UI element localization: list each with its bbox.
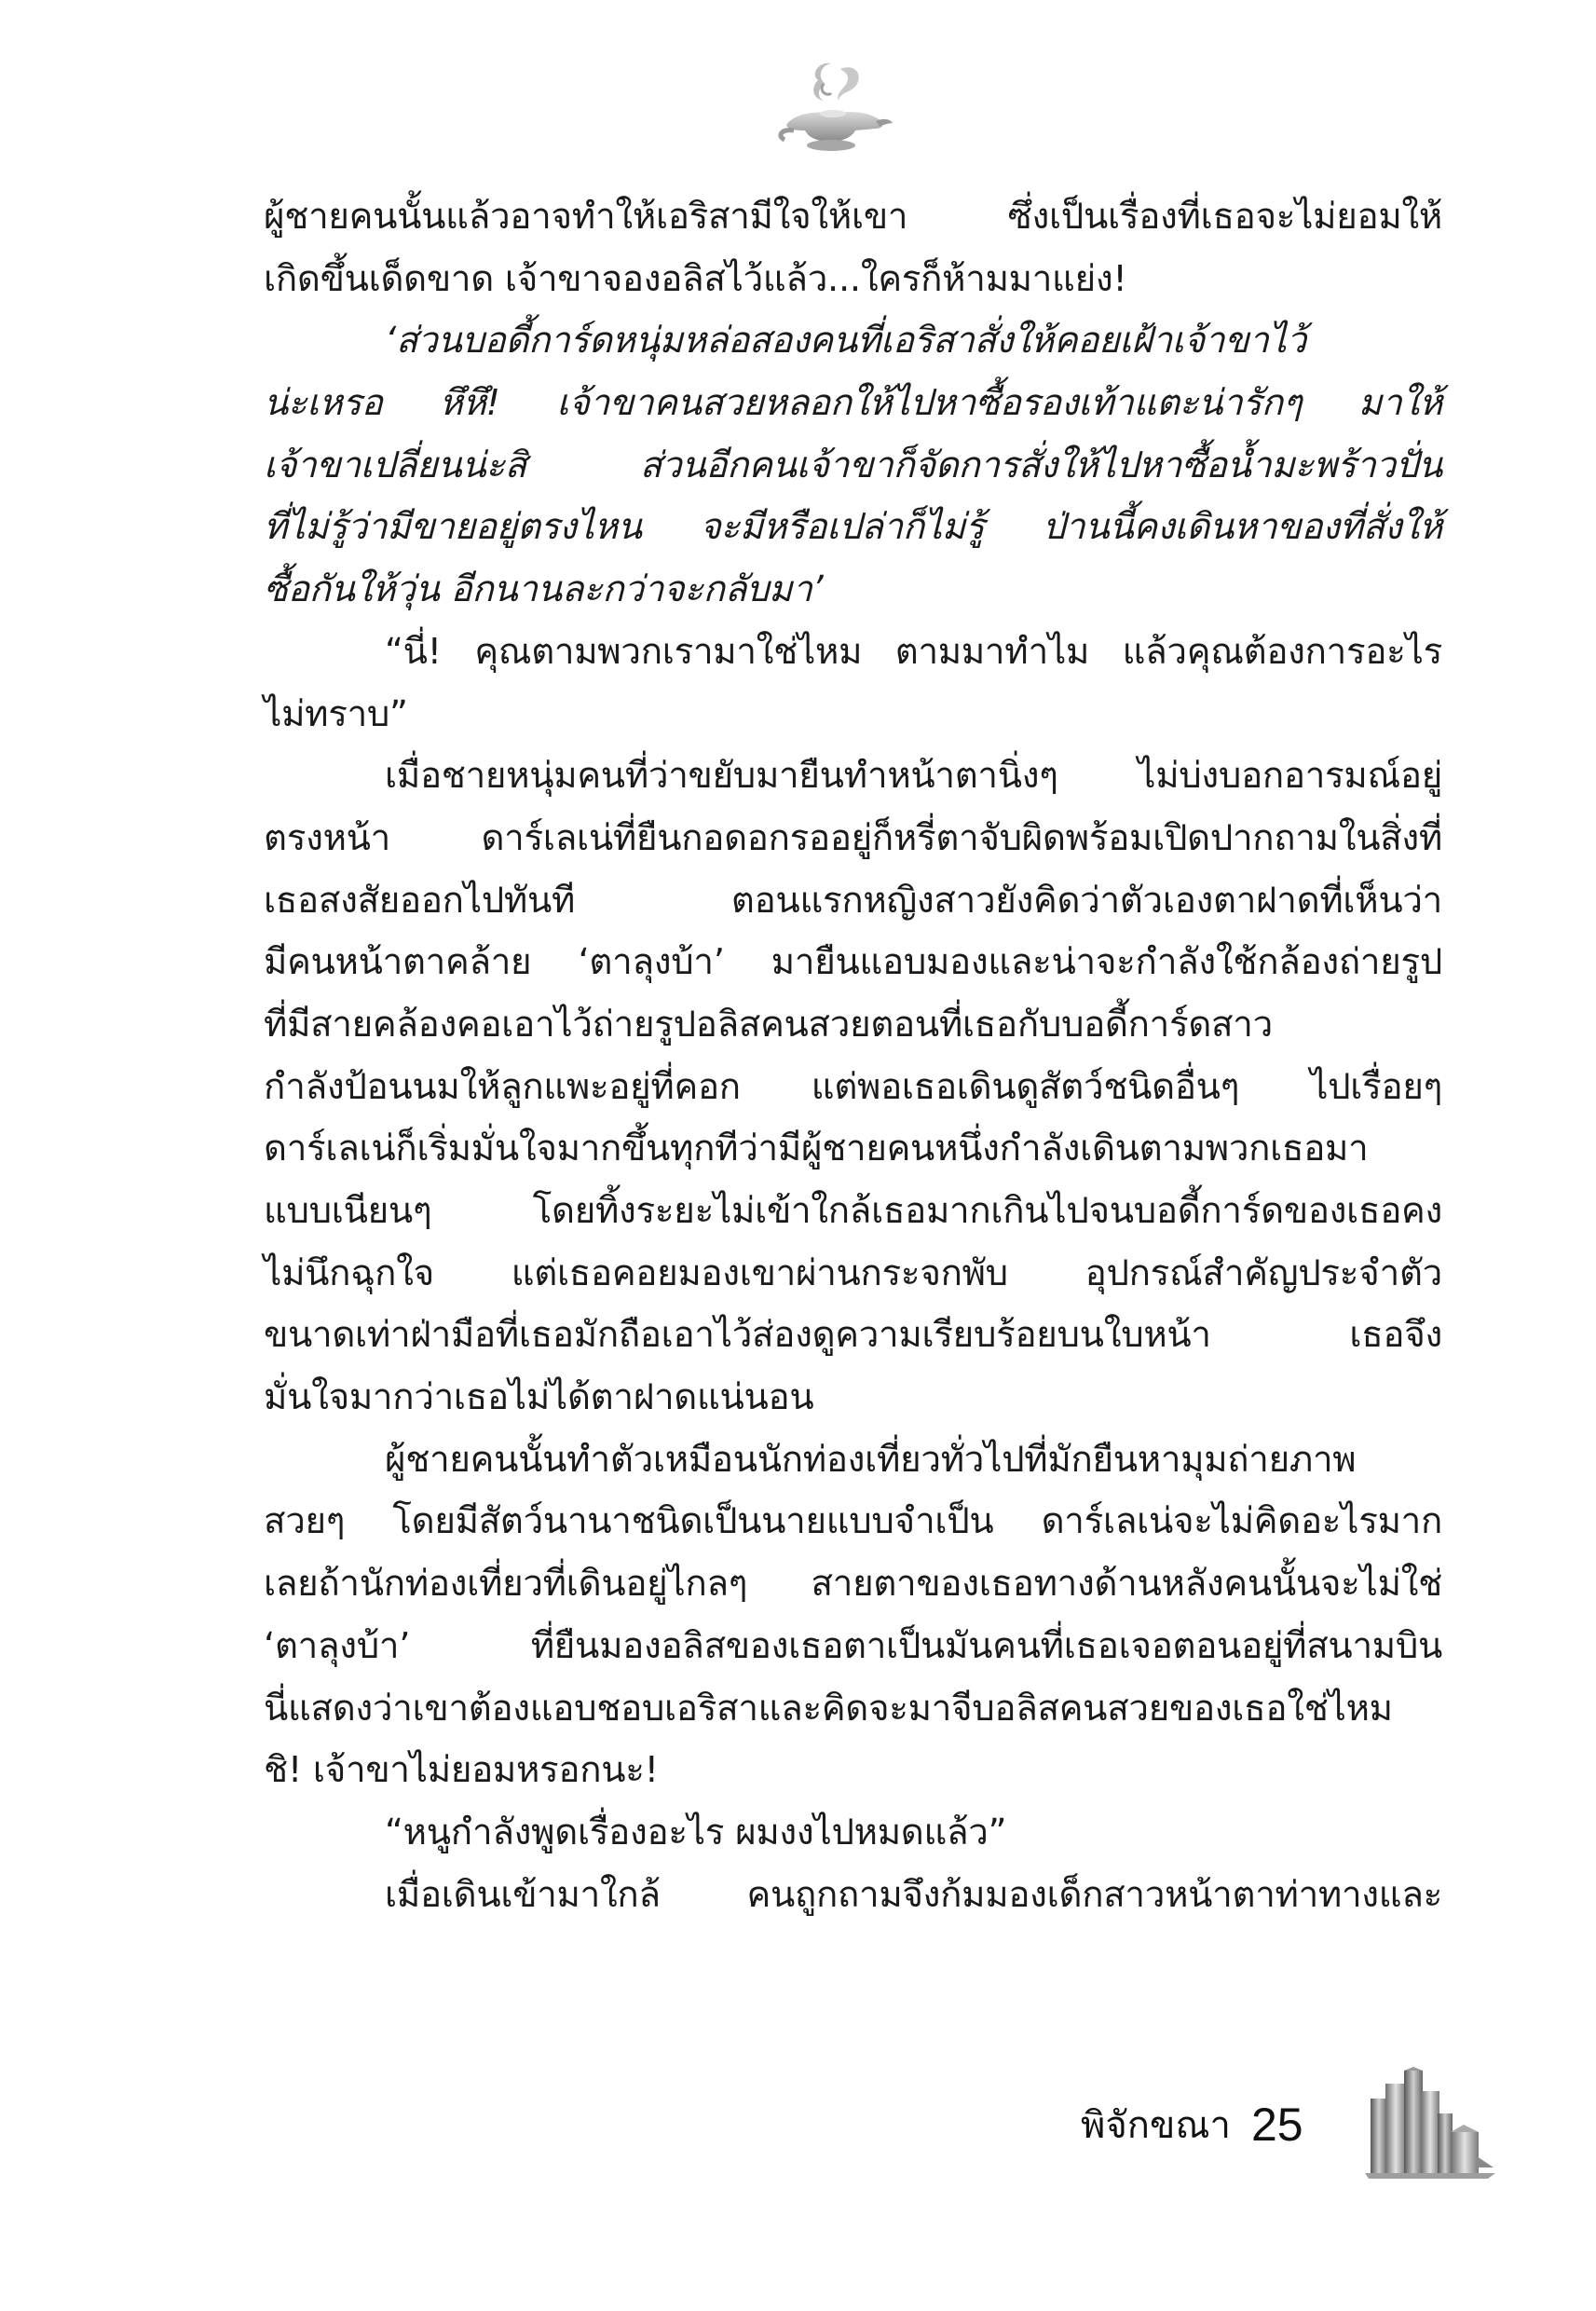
text-line: ผู้ชายคนนั้นทำตัวเหมือนนักท่องเที่ยวทั่วไปที่มักยืนหามุมถ่ายภาพ <box>385 1438 1357 1481</box>
text-line: ซื้อกันให้วุ่น อีกนานละกว่าจะกลับมา’ <box>264 568 824 611</box>
text-line: ดาร์เลเน่ก็เริ่มมั่นใจมากขึ้นทุกทีว่ามีผู้ชายคนหนึ่งกำลังเดินตามพวกเธอมา <box>264 1128 1369 1170</box>
text-line: เกิดขึ้นเด็ดขาด เจ้าขาจองอลิสไว้แล้ว...ใครก็ห้ามมาแย่ง! <box>264 257 1127 300</box>
text-line: ที่ไม่รู้ว่ามีขายอยู่ตรงไหน จะมีหรือเปล่าก็ไม่รู้ ป่านนี้คงเดินหาของที่สั่งให้ <box>264 506 1442 549</box>
text-line: นี่แสดงว่าเขาต้องแอบชอบเอริสาและคิดจะมาจีบอลิสคนสวยของเธอใช่ไหม <box>264 1687 1393 1730</box>
text-line: ชิ! เจ้าขาไม่ยอมหรอกนะ! <box>264 1749 659 1792</box>
text-line: ไม่นึกฉุกใจ แต่เธอคอยมองเขาผ่านกระจกพับ อุปกรณ์สำคัญประจำตัว <box>264 1251 1442 1294</box>
text-line: ที่มีสายคล้องคอเอาไว้ถ่ายรูปอลิสคนสวยตอนที่เธอกับบอดี้การ์ดสาว <box>264 1003 1273 1046</box>
genie-lamp-icon <box>766 56 896 163</box>
book-title: พิจักขณา <box>1081 2104 1231 2147</box>
text-line: เมื่อเดินเข้ามาใกล้ คนถูกถามจึงก้มมองเด็กสาวหน้าตาท่าทางและ <box>385 1873 1442 1916</box>
text-line: เมื่อชายหนุ่มคนที่ว่าขยับมายืนทำหน้าตานิ่งๆ ไม่บ่งบอกอารมณ์อยู่ <box>385 755 1442 798</box>
text-line: “หนูกำลังพูดเรื่องอะไร ผมงงไปหมดแล้ว” <box>385 1811 1007 1853</box>
text-line: มีคนหน้าตาคล้าย ‘ตาลุงบ้า’ มายืนแอบมองและน่าจะกำลังใช้กล้องถ่ายรูป <box>264 941 1442 984</box>
text-line: แบบเนียนๆ โดยทิ้งระยะไม่เข้าใกล้เธอมากเกินไปจนบอดี้การ์ดของเธอคง <box>264 1190 1442 1232</box>
text-line: ตรงหน้า ดาร์เลเน่ที่ยืนกอดอกรออยู่ก็หรี่ตาจับผิดพร้อมเปิดปากถามในสิ่งที่ <box>264 816 1442 859</box>
text-line: ขนาดเท่าฝ่ามือที่เธอมักถือเอาไว้ส่องดูความเรียบร้อยบนใบหน้า เธอจึง <box>264 1314 1442 1357</box>
text-line: เลยถ้านักท่องเที่ยวที่เดินอยู่ไกลๆ สายตาของเธอทางด้านหลังคนนั้นจะไม่ใช่ <box>264 1563 1442 1606</box>
text-line: เธอสงสัยออกไปทันที ตอนแรกหญิงสาวยังคิดว่าตัวเองตาฝาดที่เห็นว่า <box>264 879 1442 922</box>
page-number: 25 <box>1250 2099 1303 2151</box>
text-line: “นี่! คุณตามพวกเรามาใช่ไหม ตามมาทำไม แล้วคุณต้องการอะไร <box>385 630 1442 673</box>
text-line: สวยๆ โดยมีสัตว์นานาชนิดเป็นนายแบบจำเป็น ดาร์เลเน่จะไม่คิดอะไรมาก <box>264 1500 1442 1543</box>
text-line: ไม่ทราบ” <box>264 692 408 735</box>
page-footer <box>1081 2101 1303 2152</box>
text-line: มั่นใจมากว่าเธอไม่ได้ตาฝาดแน่นอน <box>264 1376 814 1419</box>
body-text <box>264 186 1442 1926</box>
text-line: เจ้าขาเปลี่ยนน่ะสิ ส่วนอีกคนเจ้าขาก็จัดการสั่งให้ไปหาซื้อน้ำมะพร้าวปั่น <box>264 444 1442 486</box>
text-line: กำลังป้อนนมให้ลูกแพะอยู่ที่คอก แต่พอเธอเดินดูสัตว์ชนิดอื่นๆ ไปเรื่อยๆ <box>264 1065 1442 1108</box>
city-buildings-icon <box>1365 2067 1495 2179</box>
text-line: ผู้ชายคนนั้นแล้วอาจทำให้เอริสามีใจให้เขา ซึ่งเป็นเรื่องที่เธอจะไม่ยอมให้ <box>264 196 1442 238</box>
text-line: ‘ส่วนบอดี้การ์ดหนุ่มหล่อสองคนที่เอริสาสั่งให้คอยเฝ้าเจ้าขาไว้ <box>385 320 1306 362</box>
text-line: ‘ตาลุงบ้า’ ที่ยืนมองอลิสของเธอตาเป็นมันคนที่เธอเจอตอนอยู่ที่สนามบิน <box>264 1624 1442 1667</box>
text-line: น่ะเหรอ หึหึ! เจ้าขาคนสวยหลอกให้ไปหาซื้อรองเท้าแตะน่ารักๆ มาให้ <box>264 382 1442 425</box>
